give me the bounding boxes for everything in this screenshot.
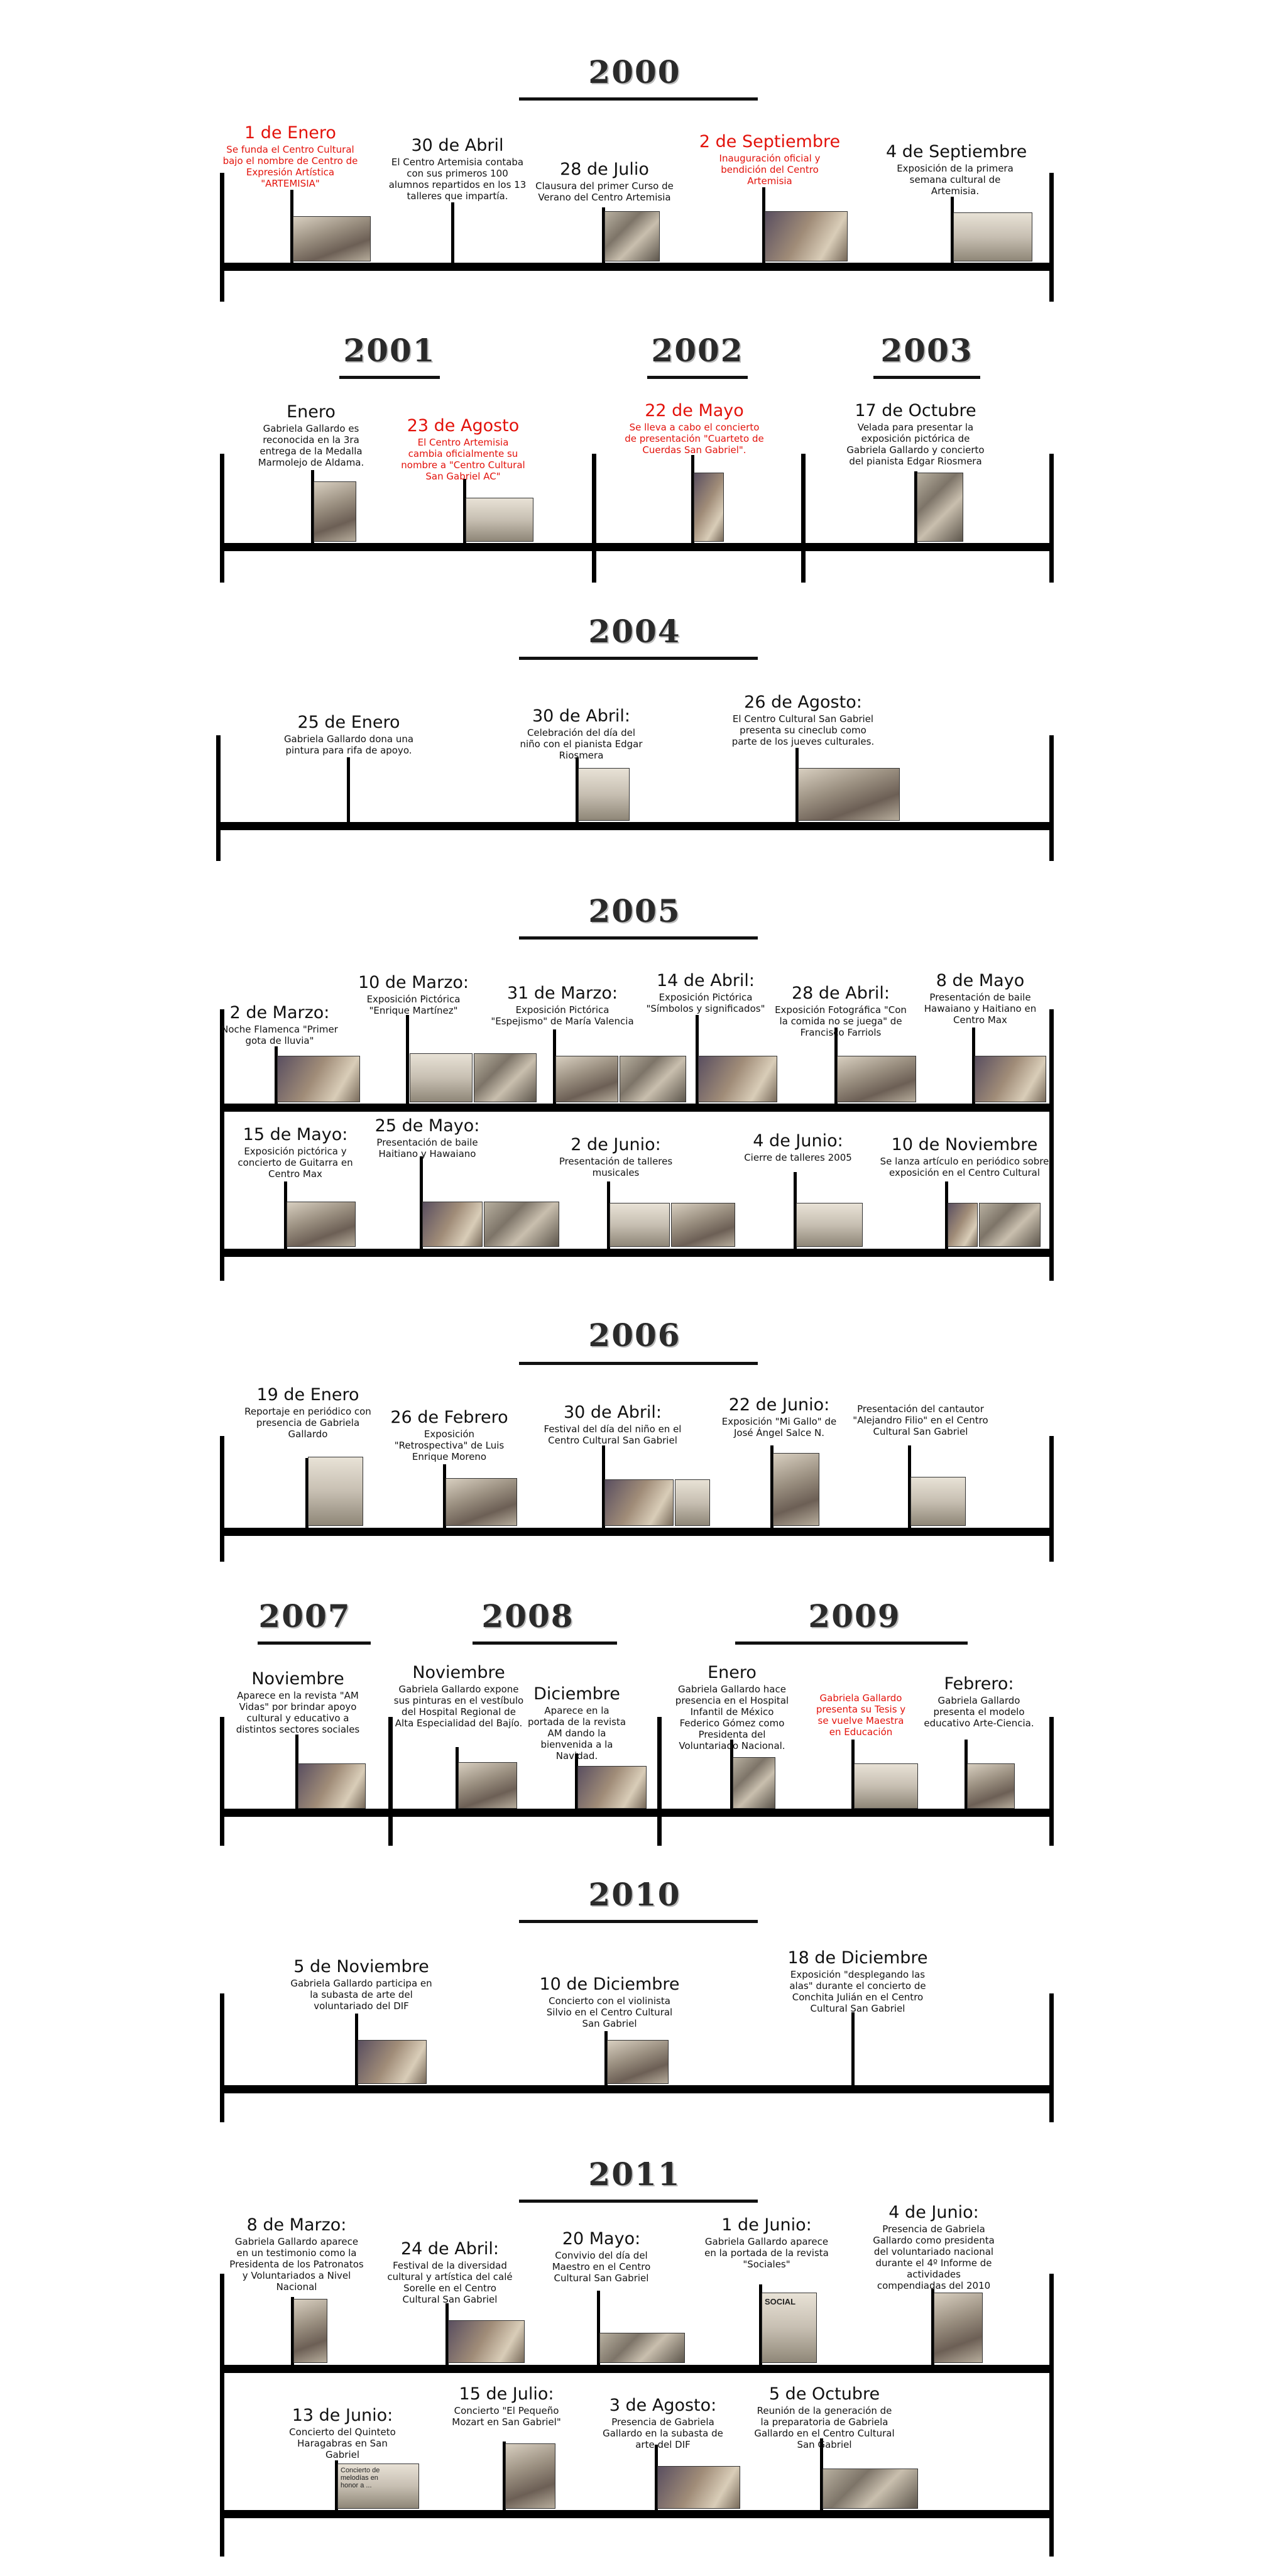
event-photo <box>358 2040 427 2084</box>
event-date: 28 de Abril: <box>791 984 890 1003</box>
event-date: 15 de Mayo: <box>243 1125 348 1144</box>
event-description: Festival del día del niño en el Centro Cultural San Gabriel <box>544 1423 682 1446</box>
event-description: Celebración del día del niño con el pianista Edgar Riosmera <box>520 727 643 761</box>
event-photo <box>445 1478 517 1526</box>
event-date: 25 de Enero <box>297 713 400 732</box>
year-title-2003: 2003 <box>880 332 973 369</box>
event-photo <box>577 1766 647 1809</box>
event-description: Gabriela Gallardo es reconocida en la 3ra entrega de la Medalla Marmolejo de Aldama. <box>258 423 364 468</box>
timeline-bar-2004 <box>216 822 1053 830</box>
event-date: 8 de Marzo: <box>246 2215 347 2235</box>
event-tick <box>406 1015 409 1105</box>
event-description: Presencia de Gabriela Gallardo como presidenta del voluntariado nacional durante el 4º Informe de actividades compendiadas del 2010 <box>873 2223 995 2291</box>
event-2011-5 <box>871 2203 997 2291</box>
event-description: Concierto "El Pequeño Mozart en San Gabriel" <box>452 2405 561 2428</box>
event-2005-5 <box>772 984 910 1038</box>
event-2002-1 <box>622 401 767 456</box>
event-2004-3 <box>728 693 878 747</box>
event-photo <box>762 2293 817 2363</box>
year-underline <box>519 657 758 660</box>
year-divider <box>388 1717 393 1846</box>
event-photo <box>609 1203 670 1247</box>
event-date: 2 de Septiembre <box>699 132 841 151</box>
event-2011-4 <box>701 2215 833 2270</box>
event-description: Clausura del primer Curso de Verano del Centro Artemisia <box>535 180 674 203</box>
event-2011-6 <box>280 2406 405 2460</box>
event-2008-2 <box>527 1684 627 1762</box>
event-date: 5 de Noviembre <box>293 1957 429 1976</box>
event-photo <box>555 1056 618 1102</box>
event-photo <box>917 473 963 542</box>
event-date: 26 de Agosto: <box>744 693 862 712</box>
event-photo <box>337 2464 419 2509</box>
year-title-2008: 2008 <box>481 1598 574 1635</box>
event-2005-4 <box>640 971 772 1014</box>
event-photo <box>823 2469 918 2509</box>
timeline-bar-2011-row1 <box>220 2365 1053 2373</box>
event-2009-2 <box>811 1692 911 1738</box>
event-description: Exposición Pictórica "Enrique Martínez" <box>366 994 461 1016</box>
event-2005-7 <box>229 1125 361 1180</box>
event-description: Presentación de baile Hawaiano y Haitiano en Centro Max <box>924 992 1037 1026</box>
event-description: Reportaje en periódico con presencia de Gabriela Gallardo <box>244 1406 371 1440</box>
event-date: 22 de Mayo <box>645 401 744 420</box>
event-2009-1 <box>669 1663 795 1751</box>
event-date: 10 de Noviembre <box>891 1135 1038 1154</box>
event-description: Gabriela Gallardo dona una pintura para rifa de apoyo. <box>283 733 414 756</box>
event-2006-4 <box>713 1395 845 1439</box>
event-description: Concierto con el violinista Silvio en el Centro Cultural San Gabriel <box>546 1995 673 2029</box>
event-date: Enero <box>708 1663 757 1682</box>
event-date: 30 de Abril: <box>532 706 631 726</box>
event-date: Febrero: <box>944 1674 1014 1694</box>
timeline-end-right <box>1049 173 1054 302</box>
event-photo <box>410 1053 473 1102</box>
timeline-end-right <box>1049 2274 1054 2412</box>
timeline-end-right <box>1049 1717 1054 1846</box>
year-title-2011: 2011 <box>588 2156 681 2193</box>
event-date: 3 de Agosto: <box>609 2396 717 2415</box>
event-description: Gabriela Gallardo presenta su Tesis y se vuelve Maestra en Educación <box>816 1692 906 1738</box>
event-description: Convivio del día del Maestro en el Centro Cultural San Gabriel <box>552 2250 651 2284</box>
event-photo <box>308 1457 363 1526</box>
event-photo <box>934 2293 983 2363</box>
event-photo <box>773 1453 819 1526</box>
event-2006-1 <box>236 1385 380 1440</box>
event-description: Presentación del cantautor "Alejandro Filio" en el Centro Cultural San Gabriel <box>853 1403 988 1437</box>
year-underline <box>473 1642 617 1645</box>
year-title-2010: 2010 <box>588 1876 681 1913</box>
event-2011-7 <box>444 2384 569 2428</box>
event-description: Exposición Pictórica "Espejismo" de María Valencia <box>491 1004 634 1027</box>
event-date: 2 de Marzo: <box>229 1003 330 1022</box>
event-photo <box>484 1202 559 1247</box>
event-date: 4 de Septiembre <box>886 142 1027 162</box>
event-2011-2 <box>384 2239 516 2305</box>
event-description: Cierre de talleres 2005 <box>744 1152 852 1163</box>
event-photo <box>604 1479 674 1526</box>
year-underline <box>519 97 758 101</box>
event-2005-2 <box>351 973 476 1016</box>
year-underline <box>519 1362 758 1365</box>
event-photo <box>671 1203 735 1247</box>
event-2008-1 <box>393 1663 525 1729</box>
event-photo <box>466 498 533 542</box>
timeline-bar-2005-row1 <box>220 1104 1053 1112</box>
event-description: Gabriela Gallardo expone sus pinturas en el vestíbulo del Hospital Regional de Alta Especialidad del Bajío. <box>393 1684 524 1729</box>
event-2001-1 <box>248 402 374 468</box>
event-description: Se funda el Centro Cultural bajo el nombre de Centro de Expresión Artística "ARTEMISIA" <box>222 144 358 189</box>
event-description: Exposición "Retrospectiva" de Luis Enrique Moreno <box>394 1428 505 1462</box>
event-description: Se lanza artículo en periódico sobre exposición en el Centro Cultural <box>880 1156 1049 1178</box>
year-underline <box>519 936 758 940</box>
event-description: Exposición "Mi Gallo" de José Ángel Salce N. <box>721 1416 837 1439</box>
event-2001-2 <box>400 416 526 482</box>
year-title-2005: 2005 <box>588 892 681 929</box>
year-underline <box>647 376 748 379</box>
year-title-2007: 2007 <box>258 1598 351 1635</box>
event-date: Noviembre <box>251 1669 344 1689</box>
event-date: 28 de Julio <box>560 160 649 179</box>
event-date: 13 de Junio: <box>292 2406 393 2425</box>
event-2000-3 <box>532 160 677 203</box>
event-photo <box>657 2466 740 2509</box>
timeline-end-left <box>220 454 224 583</box>
event-photo <box>798 768 900 821</box>
event-date: 31 de Marzo: <box>506 984 618 1003</box>
event-date: 1 de Enero <box>244 123 336 143</box>
event-photo <box>607 2040 669 2084</box>
event-date: 8 de Mayo <box>936 971 1025 990</box>
event-tick <box>347 757 350 825</box>
event-date: 22 de Junio: <box>728 1395 830 1415</box>
timeline-end-right <box>1049 454 1054 583</box>
year-title-2004: 2004 <box>588 613 681 650</box>
timeline-end-left <box>220 173 224 302</box>
event-description: Noche Flamenca "Primer gota de lluvia" <box>221 1024 338 1046</box>
timeline-end-left <box>220 2274 224 2412</box>
event-photo <box>293 216 371 261</box>
event-2004-1 <box>273 713 424 756</box>
event-photo <box>675 1479 710 1526</box>
year-underline <box>519 1920 758 1923</box>
year-title-2001: 2001 <box>343 332 436 369</box>
event-date: 2 de Junio: <box>571 1135 661 1154</box>
event-date: 19 de Enero <box>256 1385 359 1405</box>
event-photo <box>953 212 1032 261</box>
event-photo <box>620 1056 686 1102</box>
year-underline <box>873 376 980 379</box>
event-date: 4 de Junio: <box>888 2203 979 2222</box>
event-description: Exposición Pictórica "Símbolos y significados" <box>646 992 765 1014</box>
timeline-end-right <box>1049 1993 1054 2122</box>
event-description: Exposición pictórica y concierto de Guitarra en Centro Max <box>238 1146 353 1180</box>
timeline-bar-2006 <box>220 1528 1053 1536</box>
event-2004-2 <box>518 706 644 761</box>
timeline-end-right <box>1049 1009 1054 1155</box>
year-divider <box>801 454 806 583</box>
event-2006-2 <box>386 1408 512 1462</box>
event-date: 10 de Marzo: <box>358 973 469 992</box>
event-date: 23 de Agosto <box>407 416 520 436</box>
event-2011-9 <box>752 2384 897 2450</box>
event-date: 25 de Mayo: <box>374 1116 480 1136</box>
event-photo <box>578 768 630 821</box>
event-photo <box>287 1202 356 1247</box>
event-2010-2 <box>537 1975 682 2029</box>
year-underline <box>339 376 440 379</box>
event-2000-1 <box>218 123 363 189</box>
event-photo <box>422 1202 483 1247</box>
event-date: 17 de Octubre <box>855 401 976 420</box>
event-photo <box>854 1763 918 1809</box>
event-description: Exposición "desplegando las alas" durante el concierto de Conchita Julián en el Centro Cultural San Gabriel <box>789 1969 926 2014</box>
year-title-2002: 2002 <box>651 332 744 369</box>
event-description: Inauguración oficial y bendición del Centro Artemisia <box>719 153 821 187</box>
year-underline <box>258 1642 371 1645</box>
event-photo <box>448 2320 525 2363</box>
event-photo <box>298 1763 366 1809</box>
event-photo <box>505 2443 555 2509</box>
year-divider <box>657 1717 662 1846</box>
timeline-bar-2010 <box>220 2085 1053 2093</box>
event-date: Enero <box>287 402 336 422</box>
event-photo <box>765 211 848 261</box>
event-2009-3 <box>919 1674 1039 1729</box>
event-photo <box>975 1056 1046 1102</box>
timeline-bar-2005-row2 <box>220 1249 1053 1257</box>
timeline-end-right <box>1049 2412 1054 2557</box>
year-title-2006: 2006 <box>588 1317 681 1354</box>
event-description: Exposición de la primera semana cultural de Artemisia. <box>897 163 1014 197</box>
timeline-end-left <box>220 1993 224 2122</box>
event-photo <box>967 1763 1015 1809</box>
event-2010-1 <box>289 1957 434 2012</box>
event-date: Diciembre <box>533 1684 620 1704</box>
event-2005-8 <box>364 1116 490 1159</box>
timeline-bar-2007-2009 <box>220 1809 1053 1817</box>
event-date: 18 de Diciembre <box>787 1948 928 1968</box>
event-description: El Centro Artemisia cambia oficialmente su nombre a "Centro Cultural San Gabriel AC" <box>401 437 525 482</box>
event-photo <box>293 2299 327 2363</box>
event-2006-5 <box>845 1403 996 1437</box>
event-2011-1 <box>229 2215 364 2293</box>
event-2000-4 <box>697 132 842 187</box>
event-description: Aparece en la revista "AM Vidas" por brindar apoyo cultural y educativo a distintos sectores sociales <box>236 1690 360 1735</box>
timeline-end-right <box>1049 1436 1054 1562</box>
event-2006-3 <box>537 1403 688 1446</box>
event-photo <box>314 481 356 542</box>
event-2005-9 <box>550 1135 682 1178</box>
event-date: Noviembre <box>412 1663 505 1682</box>
event-date: 30 de Abril <box>411 136 504 155</box>
event-2003-1 <box>840 401 991 467</box>
timeline-end-left <box>220 1717 224 1846</box>
event-2010-3 <box>785 1948 930 2014</box>
event-date: 26 de Febrero <box>390 1408 508 1427</box>
timeline-end-left <box>220 2412 224 2557</box>
event-photo <box>694 473 724 542</box>
event-photo <box>837 1056 916 1102</box>
event-description: Presencia de Gabriela Gallardo en la subasta de arte del DIF <box>603 2416 723 2450</box>
event-description: El Centro Cultural San Gabriel presenta su cineclub como parte de los jueves culturales. <box>731 713 875 747</box>
event-2007-1 <box>232 1669 364 1735</box>
event-description: Concierto del Quinteto Haragabras en San Gabriel <box>289 2426 396 2460</box>
event-photo <box>604 211 660 261</box>
event-date: 1 de Junio: <box>721 2215 812 2235</box>
event-photo <box>796 1203 863 1247</box>
event-photo <box>474 1053 537 1102</box>
event-date: 5 de Octubre <box>768 2384 880 2404</box>
year-title-2000: 2000 <box>588 53 681 90</box>
event-2005-1 <box>214 1003 346 1046</box>
timeline-bar-2011-row2 <box>220 2510 1053 2518</box>
event-photo <box>910 1477 966 1526</box>
event-tick <box>851 2012 855 2088</box>
event-description: Aparece en la portada de la revista AM dando la bienvenida a la Navidad. <box>527 1705 626 1762</box>
event-description: Festival de la diversidad cultural y artística del calé Sorelle en el Centro Cultural San Gabriel <box>387 2260 513 2305</box>
event-date: 14 de Abril: <box>656 971 755 990</box>
event-date: 24 de Abril: <box>400 2239 500 2259</box>
event-2000-2 <box>388 136 527 202</box>
event-description: Gabriela Gallardo aparece en la portada de la revista "Sociales" <box>704 2236 829 2270</box>
magazine-title: SOCIAL <box>765 2297 796 2306</box>
event-date: 15 de Julio: <box>459 2384 554 2404</box>
timeline-end-left <box>220 1436 224 1562</box>
timeline-end-right <box>1049 735 1054 861</box>
event-photo <box>277 1056 360 1102</box>
event-description: Gabriela Gallardo aparece en un testimonio como la Presidenta de los Patronatos y Voluntariados a Nivel Nacional <box>229 2236 364 2293</box>
event-description: Gabriela Gallardo presenta el modelo educativo Arte-Ciencia. <box>924 1695 1034 1729</box>
event-2005-6 <box>921 971 1040 1026</box>
event-date: 20 Mayo: <box>562 2229 641 2249</box>
event-description: Presentación de baile Haitiano y Hawaiano <box>376 1137 478 1159</box>
timeline-bar-2001-2003 <box>220 543 1053 551</box>
year-underline <box>519 2200 758 2203</box>
event-description: El Centro Artemisia contaba con sus primeros 100 alumnos repartidos en los 13 talleres que impartía. <box>388 156 527 202</box>
event-description: Gabriela Gallardo participa en la subasta de arte del voluntariado del DIF <box>290 1978 432 2012</box>
event-description: Se lleva a cabo el concierto de presentación "Cuarteto de Cuerdas San Gabriel". <box>625 422 764 456</box>
year-title-2009: 2009 <box>808 1598 901 1635</box>
event-2005-10 <box>735 1131 861 1163</box>
event-photo <box>948 1203 978 1247</box>
event-description: Exposición Fotográfica "Con la comida no se juega" de Francisco Farriols <box>775 1004 907 1038</box>
timeline-end-left <box>216 735 221 861</box>
year-underline <box>735 1642 968 1645</box>
event-photo <box>698 1056 777 1102</box>
event-description: Velada para presentar la exposición pictórica de Gabriela Gallardo y concierto del pianista Edgar Riosmera <box>846 422 985 467</box>
event-photo <box>733 1757 775 1809</box>
timeline-bar-2000 <box>220 263 1053 271</box>
event-2011-8 <box>597 2396 729 2450</box>
event-photo <box>458 1762 517 1809</box>
event-date: 4 de Junio: <box>753 1131 843 1151</box>
event-photo <box>979 1203 1041 1247</box>
timeline-end-left <box>220 1155 224 1281</box>
year-divider <box>592 454 596 583</box>
event-date: 30 de Abril: <box>563 1403 662 1422</box>
event-tick <box>451 202 454 265</box>
event-description: Reunión de la generación de la preparatoria de Gabriela Gallardo en el Centro Cultural San Gabriel <box>754 2405 895 2450</box>
event-photo <box>599 2333 685 2363</box>
event-description: Gabriela Gallardo hace presencia en el Hospital Infantil de México Federico Gómez como Presidenta del Voluntariado Nacional. <box>675 1684 789 1751</box>
event-2005-3 <box>490 984 635 1027</box>
event-2005-11 <box>873 1135 1056 1178</box>
event-2000-5 <box>886 142 1027 197</box>
news-clipping-caption: Concierto de melodías en honor a ... <box>341 2467 380 2489</box>
event-2011-3 <box>538 2229 664 2284</box>
event-description: Presentación de talleres musicales <box>559 1156 673 1178</box>
event-date: 10 de Diciembre <box>539 1975 680 1994</box>
